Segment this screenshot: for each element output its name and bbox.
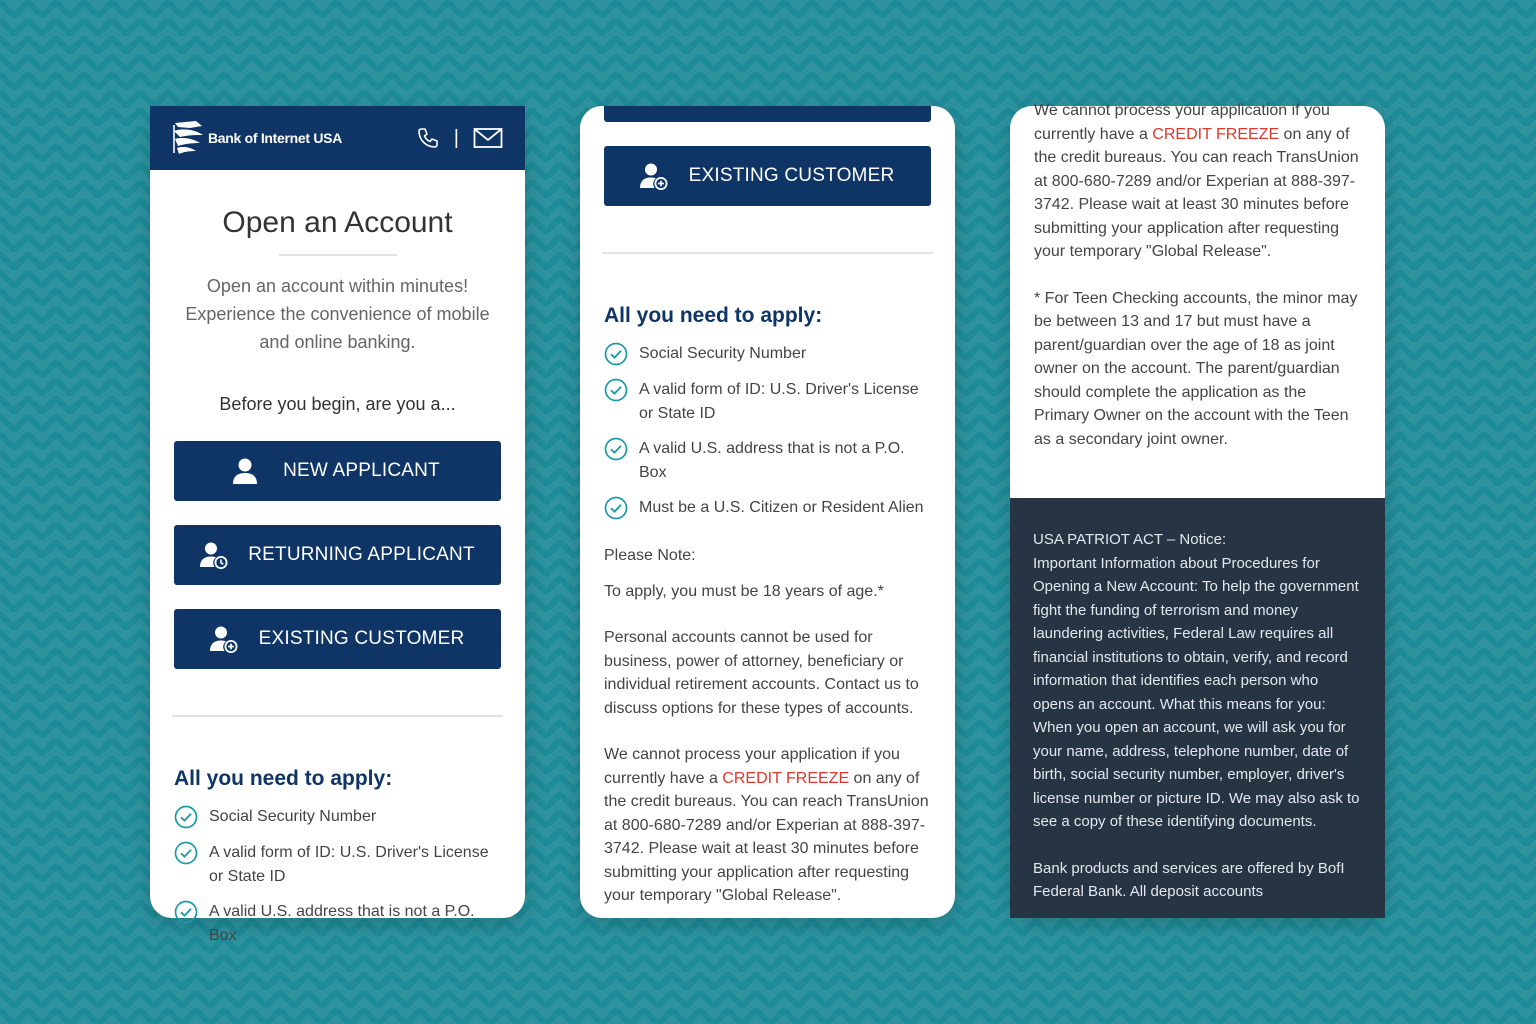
credit-freeze-text-after: on any of the credit bureaus. You can reach TransUnion at 800-680-7289 and/or Experian at 888-397-3742. Please wait at least 30 minutes before submitting your application after requesting your temporary "Global Release". xyxy=(1034,125,1359,260)
requirement-text: A valid U.S. address that is not a P.O. Box xyxy=(209,903,475,944)
products-disclosure: Bank products and services are offered by BofI Federal Bank. All deposit accounts xyxy=(1033,859,1345,900)
check-circle-icon xyxy=(604,496,628,520)
credit-freeze-note xyxy=(1034,99,1361,264)
personal-accounts-note: Personal accounts cannot be used for business, power of attorney, beneficiary or individual retirement accounts. Contact us to discuss options for these types of accounts. xyxy=(604,629,919,717)
check-circle-icon xyxy=(604,378,628,402)
existing-customer-button[interactable] xyxy=(604,146,931,206)
user-add-icon xyxy=(210,625,238,653)
credit-freeze-text-before: We cannot process your application if you currently have a xyxy=(604,746,900,787)
patriot-act-body: Important Information about Procedures for Opening a New Account: To help the government fight the funding of terrorism and money laundering activities, Federal Law requires all financial institutions to obtain, verify, and record information that identifies each person who opens an account. What this means for you: When you open an account, we will ask you for your name, address, telephone number, date of birth, social security number, employer, driver's license number or picture ID. We may also ask to see a copy of these identifying documents. xyxy=(1033,554,1360,830)
patriot-act-title: USA PATRIOT ACT – Notice: xyxy=(1033,531,1227,548)
requirement-text: Social Security Number xyxy=(209,808,377,825)
credit-freeze-link[interactable]: CREDIT FREEZE xyxy=(722,769,850,787)
list-item xyxy=(174,841,501,888)
returning-applicant-button-edge[interactable] xyxy=(604,106,931,122)
header-separator: | xyxy=(453,126,459,149)
list-item xyxy=(174,900,501,947)
teen-checking-note: * For Teen Checking accounts, the minor may be between 13 and 17 but must have a parent/guardian over the age of 18 as joint owner on the account. The parent/guardian should complete the application as the Primary Owner on the account with the Teen as a secondary joint owner. xyxy=(1034,289,1358,448)
returning-applicant-button[interactable] xyxy=(174,525,501,585)
phone-screen-1 xyxy=(150,106,525,944)
title-divider xyxy=(279,254,397,256)
list-item xyxy=(604,496,931,520)
requirements-list xyxy=(604,342,931,520)
phone-icon[interactable] xyxy=(416,126,440,150)
list-item xyxy=(604,378,931,425)
mail-icon[interactable] xyxy=(473,127,503,149)
check-circle-icon xyxy=(174,805,198,829)
requirement-text: A valid form of ID: U.S. Driver's License or State ID xyxy=(639,381,919,422)
section-divider xyxy=(602,252,933,254)
credit-freeze-text-after: on any of the credit bureaus. You can reach TransUnion at 800-680-7289 and/or Experian at 888-397-3742. Please wait at least 30 minutes before submitting your application after requesting your temporary "Global Release". xyxy=(604,769,929,904)
phone-screen-2 xyxy=(580,106,955,918)
existing-customer-label: EXISTING CUSTOMER xyxy=(688,165,895,186)
check-circle-icon xyxy=(604,342,628,366)
list-item xyxy=(604,437,931,484)
eagle-flag-icon xyxy=(172,119,206,157)
age-note: To apply, you must be 18 years of age.* xyxy=(604,582,884,600)
requirements-title: All you need to apply: xyxy=(604,304,823,327)
user-add-icon xyxy=(640,162,668,190)
requirement-text: A valid form of ID: U.S. Driver's License or State ID xyxy=(209,844,489,885)
check-circle-icon xyxy=(174,900,198,924)
phone-screen-3 xyxy=(1010,102,1385,918)
requirement-text: A valid U.S. address that is not a P.O. Box xyxy=(639,440,905,481)
check-circle-icon xyxy=(604,437,628,461)
credit-freeze-link[interactable]: CREDIT FREEZE xyxy=(1152,125,1280,143)
credit-freeze-text-before: We cannot process your application if you currently have a xyxy=(1034,102,1330,143)
existing-customer-button[interactable] xyxy=(174,609,501,669)
requirement-text: Must be a U.S. Citizen or Resident Alien xyxy=(639,499,924,516)
page-title: Open an Account xyxy=(222,206,453,239)
section-divider xyxy=(172,715,503,717)
app-header xyxy=(150,106,525,170)
brand-name: Bank of Internet USA xyxy=(208,130,343,146)
user-return-icon xyxy=(200,541,228,569)
brand-logo[interactable] xyxy=(172,119,342,157)
requirements-title: All you need to apply: xyxy=(174,767,393,790)
check-circle-icon xyxy=(174,841,198,865)
user-icon xyxy=(232,457,258,485)
credit-freeze-note xyxy=(604,743,931,908)
requirement-text: Social Security Number xyxy=(639,345,807,362)
returning-applicant-label: RETURNING APPLICANT xyxy=(248,544,475,565)
applicant-prompt: Before you begin, are you a... xyxy=(219,394,456,414)
existing-customer-label: EXISTING CUSTOMER xyxy=(258,628,465,649)
page-subtitle: Open an account within minutes! Experience the convenience of mobile and online banking. xyxy=(185,276,490,352)
list-item xyxy=(174,805,501,829)
please-note-heading: Please Note: xyxy=(604,547,696,564)
new-applicant-label: NEW APPLICANT xyxy=(283,460,440,481)
footer-legal xyxy=(1010,498,1385,918)
requirements-list xyxy=(174,805,501,947)
new-applicant-button[interactable] xyxy=(174,441,501,501)
list-item xyxy=(604,342,931,366)
